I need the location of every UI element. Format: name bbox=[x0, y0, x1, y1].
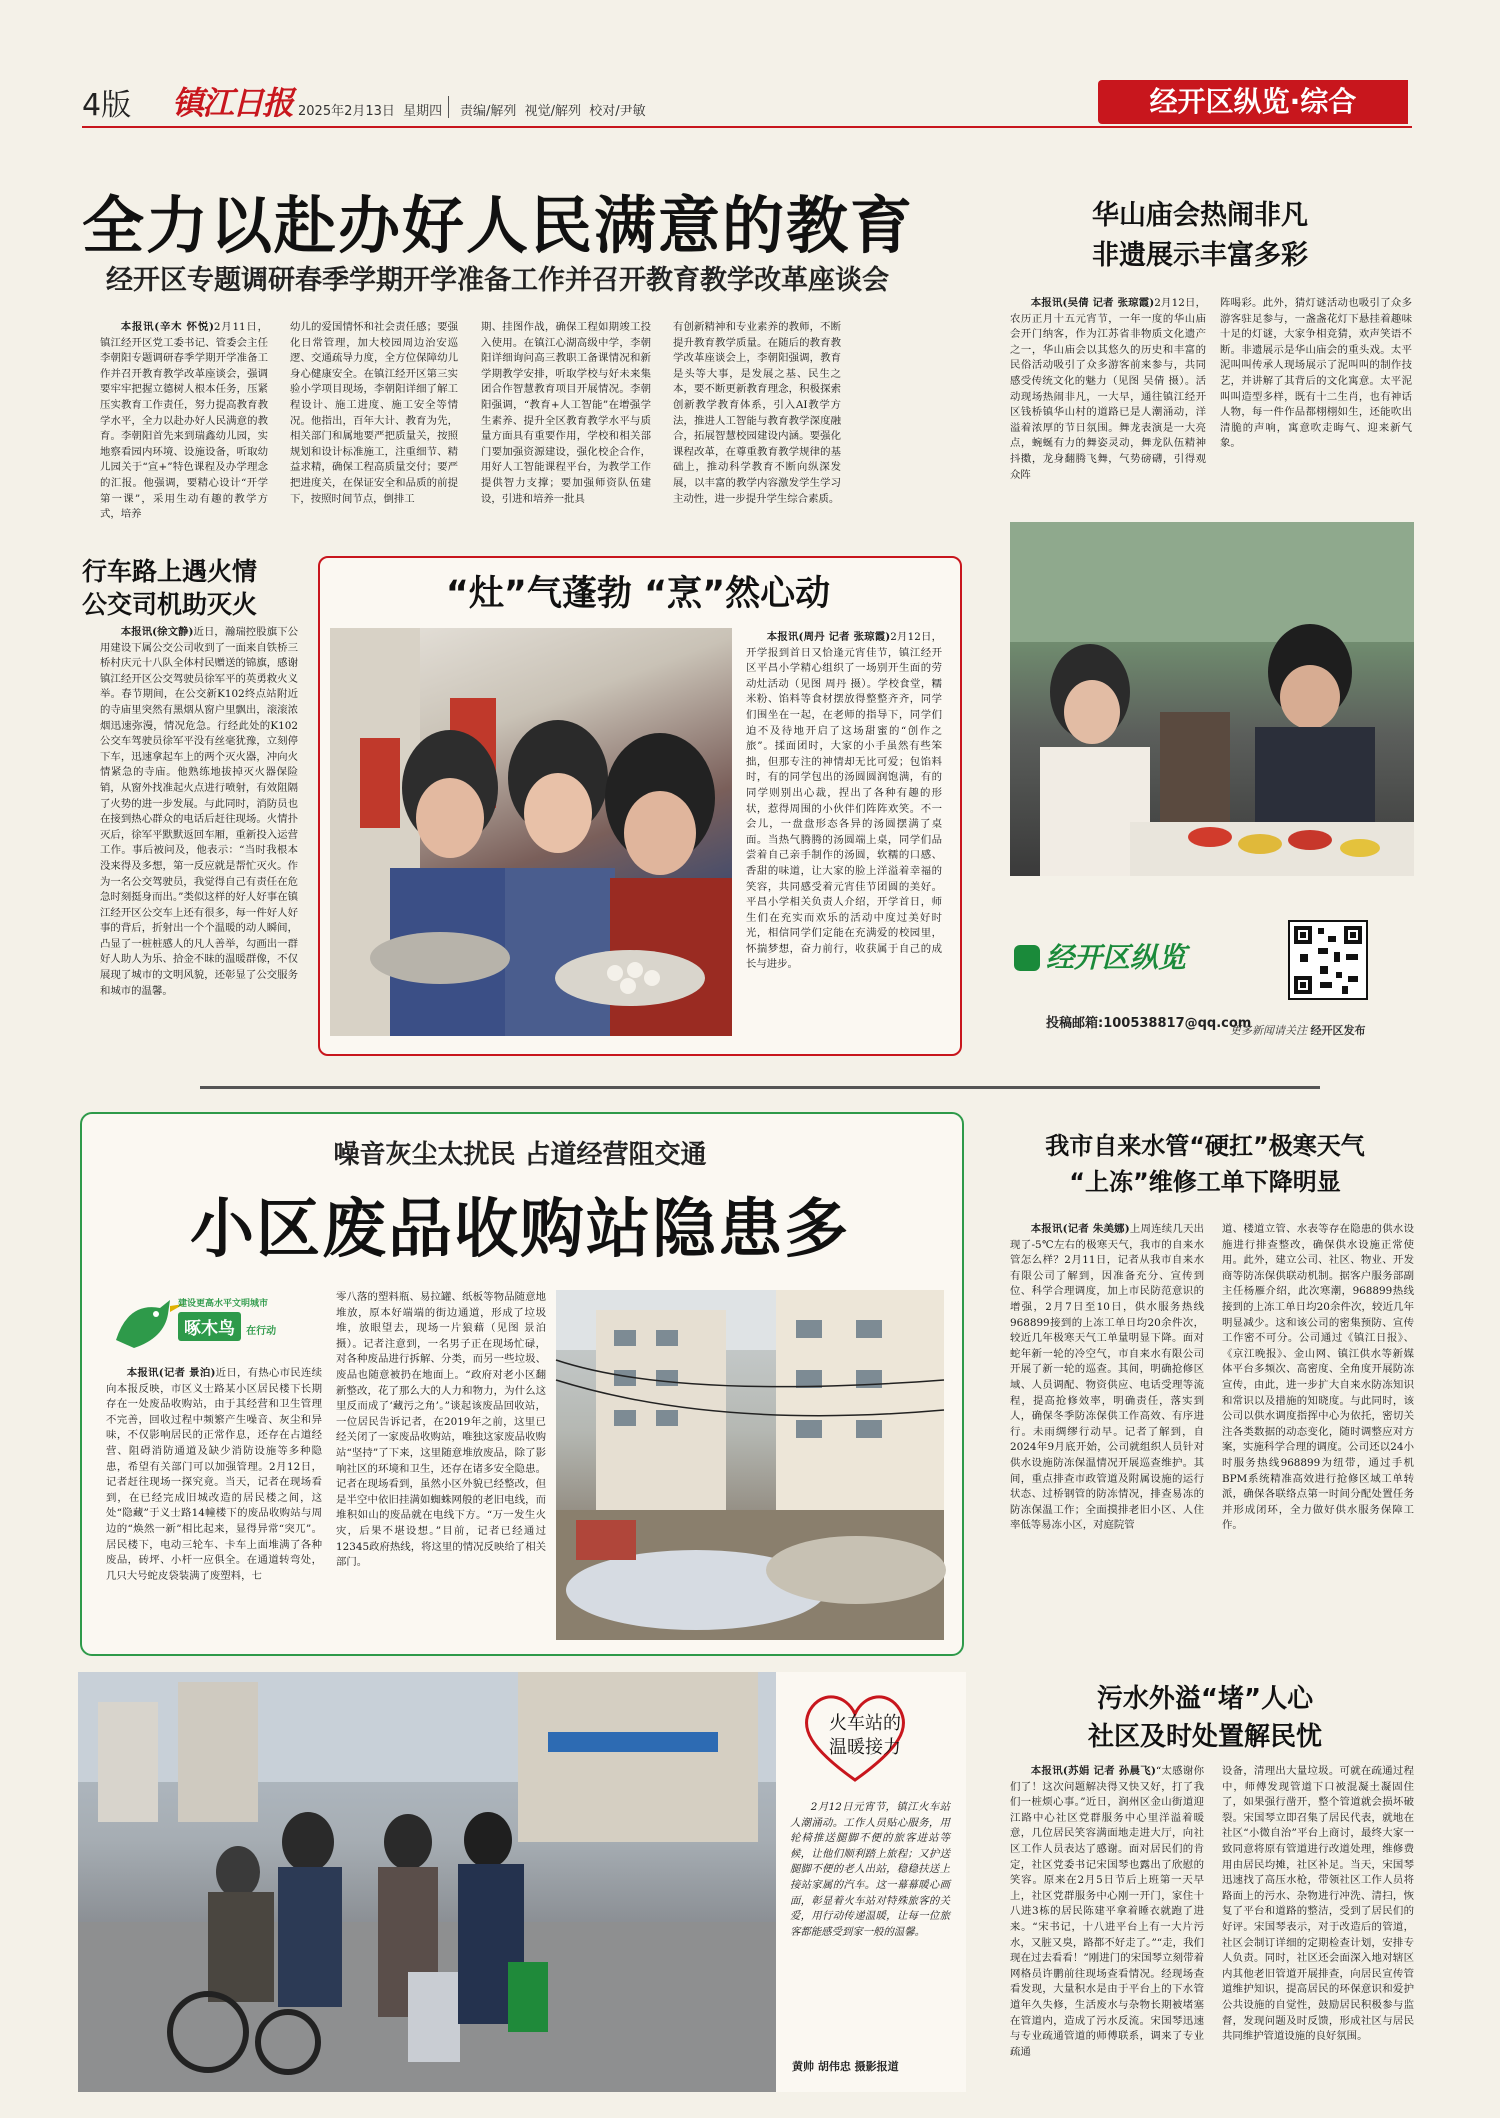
station-title bbox=[810, 1712, 920, 1760]
temple-title bbox=[1000, 196, 1400, 276]
station-title-line1: 火车站的 bbox=[829, 1713, 901, 1734]
water-col1-text: 上周连续几天出现了-5℃左右的极寒天气，我市的自来水管怎么样？2月11日，记者从我市自来水有限公司了解到，因准备充分、宣传到位、科学合理调度，加上市民防范意识的增强，2月7日至10日，供水服务热线968899接到的上冻工单日均20余件次，较近几年极寒天气工单量明显下降。面对蛇年新一轮的冷空气，市自来水有限公司开展了新一轮的巡查。其间，明确抢修区域、人员调配、物资供应、电话受理等流程，提高抢修效率，明确责任，落实到人，确保冬季防冻保供工作高效、有序进行。未雨绸缪行动早。记者了解到，自2024年9月底开始，公司就组织人员针对供水设施防冻保温情况开展巡查维护。其间，重点排查市政管道及附属设施的运行状态、过桥钢管的防冻情况，排查易冻的防冻保温工作；全面摸排老旧小区、人住率低等易冻小区，对庭院管 bbox=[1010, 1223, 1205, 1532]
water-column-2 bbox=[1222, 1222, 1414, 1622]
sewage-title-line2: 社区及时处置解民忧 bbox=[1087, 1722, 1322, 1752]
temple-column-2 bbox=[1220, 296, 1412, 496]
water-byline: 本报讯(记者 朱美娜) bbox=[1030, 1223, 1130, 1235]
lead-column-1 bbox=[100, 320, 268, 521]
qr-code-icon[interactable] bbox=[1288, 920, 1368, 1000]
weekday-text: 星期四 bbox=[403, 104, 443, 119]
station-photo-image bbox=[78, 1672, 776, 2092]
water-title-line1: 我市自来水管“硬扛”极寒天气 bbox=[1045, 1132, 1365, 1160]
paper-name-logo: 镇江日报 bbox=[172, 84, 293, 122]
station-credit: 黄帅 胡伟忠 摄影报道 bbox=[792, 2060, 899, 2073]
badge-line1: 建设更高水平文明城市 bbox=[178, 1299, 269, 1309]
qr-code-pattern bbox=[1290, 922, 1366, 998]
ad-logo-mark-icon bbox=[1014, 945, 1040, 971]
ad-email-value[interactable]: 100538817@qq.com bbox=[1103, 1016, 1252, 1031]
fire-title bbox=[82, 555, 257, 621]
station-body bbox=[790, 1800, 950, 2050]
water-title bbox=[990, 1128, 1420, 1200]
badge-line3: 在行动 bbox=[246, 1326, 277, 1337]
fire-title-line1: 行车路上遇火情 bbox=[82, 557, 258, 586]
lead-title: 全力以赴办好人民满意的教育 bbox=[82, 189, 915, 262]
fire-body bbox=[100, 625, 298, 1050]
lead-subtitle: 经开区专题调研春季学期开学准备工作并召开教育教学改革座谈会 bbox=[106, 265, 889, 296]
waste-byline: 本报讯(记者 景泊) bbox=[126, 1367, 216, 1379]
sewage-column-1 bbox=[1010, 1764, 1204, 2094]
temple-photo bbox=[1010, 522, 1414, 876]
sewage-col1-text: “太感谢你们了！这次问题解决得又快又好，打了我们一桩烦心事。”近日，润州区金山街道迎江路中心社区党群服务中心里洋溢着暖意，几位居民笑容满面地走进大厅，向社区工作人员表达了感谢。面对居民们的肯定，社区党委书记宋国琴也露出了欣慰的笑容。原来在2月5日节后上班第一天早上，社区党群服务中心刚一开门，家住十八进3栋的居民陈建平拿着睡衣就跑了进来。“宋书记，十八进平台上有一大片污水，又脏又臭，路都不好走了。”“走，我们现在过去看看！”刚进门的宋国琴立刻带着网格员许鹏前往现场查看情况。经现场查看发现，大量积水是由于平台上的下水管道年久失修，生活废水与杂物长期被堵塞在管道内，造成了污水反流。宋国琴迅速与专业疏通管道的师傅联系，调来了专业疏通 bbox=[1010, 1765, 1204, 2058]
lead-col1-text: 2月11日，镇江经开区党工委书记、管委会主任李朝阳专题调研春季学期开学准备工作并召开教育教学改革座谈会，强调要牢牢把握立德树人根本任务，压紧压实教育工作责任，努力提高教育教学水平，全力以赴办好人民满意的教育。李朝阳首先来到瑞鑫幼儿园，实地察看园内环境、设施设备，听取幼儿园关于“宣+”特色课程及办学理念的汇报。他强调，要精心设计“开学第一课”，采用生动有趣的教学方式，培养 bbox=[100, 321, 268, 521]
cooking-body bbox=[746, 630, 942, 1040]
editors-credit: 责编/解列 视觉/解列 校对/尹敏 bbox=[460, 104, 646, 119]
lead-column-4 bbox=[673, 320, 841, 505]
ad-logo-text: 经开区纵览 bbox=[1046, 941, 1187, 974]
issue-date bbox=[298, 100, 442, 119]
lead-column-3 bbox=[481, 320, 651, 505]
temple-column-1 bbox=[1010, 296, 1206, 496]
waste-column-2 bbox=[336, 1290, 546, 1642]
lead-col3-text: 期、挂图作战，确保工程如期竣工投入使用。在镇江心湖高级中学，李朝阳详细询问高三教职工备课情况和新学期教学安排，听取学校与好未来集团合作智慧教育项目开展情况。李朝阳强调，“教育+人工智能”在增强学生素养、提升全区教育教学水平与质量方面具有重要作用，学校和相关部门要加强资源建设，强化校企合作，用好人工智能课程平台，为教学工作提供智力支撑；要加强师资队伍建设，引进和培养一批具 bbox=[481, 321, 651, 505]
section-separator bbox=[200, 1086, 1320, 1089]
masthead bbox=[0, 60, 1500, 130]
lead-column-2 bbox=[290, 320, 458, 505]
waste-col1-text: 近日，有热心市民连续向本报反映，市区义士路某小区居民楼下长期存在一处废品收购站，由于其经营和卫生管理不完善，回收过程中频繁产生噪音、灰尘和异味，不仅影响居民的正常作息，还存在占道经营、阻碍消防通道及缺少消防设施等多种隐患，希望有关部门可以加强管理。2月12日，记者赶往现场一探究竟。当天，记者在现场看到，在已经完成旧城改造的居民楼之间，这处“隐藏”于义士路14幢楼下的废品收购站与周边的“焕然一新”相比起来，显得异常“突兀”。居民楼下，电动三轮车、卡车上面堆满了各种废品，砖坪、小杆一应俱全。在通道转弯处，几只大号蛇皮袋装满了废塑料，七 bbox=[106, 1367, 323, 1582]
waste-photo bbox=[556, 1290, 944, 1640]
sewage-title bbox=[990, 1680, 1420, 1756]
woodpecker-badge bbox=[108, 1290, 298, 1358]
water-column-1 bbox=[1010, 1222, 1204, 1622]
station-text: 2月12日元宵节，镇江火车站人潮涌动。工作人员贴心服务，用轮椅推送腿脚不便的旅客进站等候，让他们顺利踏上旅程；又护送腿脚不便的老人出站，稳稳扶送上接站家属的汽车。这一幕幕暖心画面，彰显着火车站对特殊旅客的关爱，用行动传递温暖，让每一位旅客都能感受到家一般的温馨。 bbox=[790, 1801, 950, 1938]
cooking-photo-image bbox=[330, 628, 732, 1036]
ad-email bbox=[1046, 1012, 1251, 1031]
page-number: 4版 bbox=[82, 88, 132, 123]
badge-pill bbox=[178, 1312, 276, 1340]
masthead-rule bbox=[82, 126, 1412, 128]
water-col2-text: 道、楼道立管、水表等存在隐患的供水设施进行排查整改，确保供水设施正常使用。此外，建立公司、社区、物业、开发商等防冻保供联动机制。据客户服务部副主任杨雁介绍，此次寒潮，968899热线接到的上冻工单日均20余件次，较近几年明显减少。这和该公司的密集预防、宣传工作密不可分。公司通过《镇江日报》、《京江晚报》、金山网、镇江供水等新媒体平台多频次、高密度、全角度开展防冻宣传，由此，进一步扩大自来水防冻知识和常识以及措施的知晓度。与此同时，该公司以供水调度指挥中心为依托，密切关注各类数据的动态变化，随时调整应对方案，实施科学合理的调度。公司还以24小时服务热线968899为纽带，通过手机BPM系统精准高效进行抢修区域工单转派，确保各联络点第一时间分配处置任务并形成闭环，全力做好供水服务保障工作。 bbox=[1222, 1223, 1414, 1532]
waste-title: 小区废品收购站隐患多 bbox=[190, 1193, 850, 1267]
station-title-line2: 温暖接力 bbox=[829, 1737, 901, 1758]
badge-line2: 啄木鸟 bbox=[178, 1312, 241, 1341]
date-text: 2025年2月13日 bbox=[298, 104, 395, 119]
waste-photo-image bbox=[556, 1290, 944, 1640]
cooking-byline: 本报讯(周丹 记者 张琼霞) bbox=[766, 631, 891, 643]
temple-photo-image bbox=[1010, 522, 1414, 876]
temple-title-line1: 华山庙会热闹非凡 bbox=[1092, 200, 1308, 231]
qr-caption bbox=[1230, 1022, 1366, 1038]
temple-byline: 本报讯(吴倩 记者 张琼霞) bbox=[1030, 297, 1155, 309]
temple-col2-text: 阵喝彩。此外，猜灯谜活动也吸引了众多游客驻足参与，一盏盏花灯下悬挂着趣味十足的灯谜，大家争相竞猜，欢声笑语不断。非遗展示是华山庙会的重头戏。太平泥叫叫传承人现场展示了泥叫叫的制作技艺，并讲解了其背后的文化寓意。太平泥叫叫造型多样，既有十二生肖，也有神话人物，每一件作品都栩栩如生，还能吹出清脆的声响，寓意吹走晦气、迎来新气象。 bbox=[1220, 297, 1412, 450]
waste-col2-text: 零八落的塑料瓶、易拉罐、纸板等物品随意地堆放，原本好端端的街边通道，形成了垃圾堆，放眼望去，现场一片狼藉（见图 景泊 摄）。记者注意到，一名男子正在现场忙碌，对各种废品进行拆解、分类，而另一些垃圾、废品也随意被扔在地面上。“政府对老小区翻新整改，花了那么大的人力和物力，为什么这里反而成了‘藏污之角’。”谈起该废品回收站，一位居民告诉记者，在2019年之前，这里已经关闭了一家废品收购站，唯独这家废品收购站“坚持”了下来，这里随意堆放废品，除了影响社区的环境和卫生，还存在诸多安全隐患。记者在现场看到，虽然小区外貌已经整改，但是半空中依旧挂满如蜘蛛网般的老旧电线，而堆积如山的废品就在电线下方。“万一发生火灾，后果不堪设想。”目前，记者已经通过12345政府热线，将这里的情况反映给了相关部门。 bbox=[336, 1291, 546, 1569]
waste-kicker: 噪音灰尘太扰民 占道经营阻交通 bbox=[333, 1140, 707, 1170]
fire-byline: 本报讯(徐文静) bbox=[120, 626, 194, 638]
temple-title-line2: 非遗展示丰富多彩 bbox=[1092, 240, 1308, 271]
qr-caption-text: 更多新闻请关注 bbox=[1230, 1024, 1307, 1037]
water-title-line2: “上冻”维修工单下降明显 bbox=[1069, 1168, 1341, 1196]
qr-caption-strong: 经开区发布 bbox=[1310, 1024, 1366, 1037]
section-banner: 经开区纵览·综合 bbox=[1098, 80, 1408, 124]
station-photo bbox=[78, 1672, 776, 2092]
sewage-column-2 bbox=[1222, 1764, 1414, 2094]
cooking-photo bbox=[330, 628, 732, 1036]
sewage-title-line1: 污水外溢“堵”人心 bbox=[1096, 1684, 1314, 1714]
lead-col4-text: 有创新精神和专业素养的教师，不断提升教育教学质量。在随后的教育教学改革座谈会上，李朝阳强调，教育是头等大事，是发展之基、民生之本，要不断更新教育理念，积极探索创新教学教育体系，引入AI教学方法，推进人工智能与教育教学深度融合，拓展智慧校园建设内涵。要强化课程改革，在尊重教育教学规律的基础上，推动科学教育不断向纵深发展，以丰富的教学内容激发学生学习主动性，进一步提升学生综合素质。 bbox=[673, 321, 841, 505]
cooking-text: 2月12日，开学报到首日又恰逢元宵佳节，镇江经开区平昌小学精心组织了一场别开生面的劳动灶活动（见图 周丹 摄）。学校食堂，糯米粉、馅料等食材摆放得整整齐齐，同学们围坐在一起，在老师的指导下，同学们迫不及待地开启了这场甜蜜的“创作之旅”。揉面团时，大家的小手虽然有些笨拙，但那专注的神情却无比可爱；包馅料时，有的同学包出的汤圆圆润饱满，有的同学则别出心裁，捏出了各种有趣的形状，惹得周围的小伙伴们阵阵欢笑。不一会儿，一盘盘形态各异的汤圆摆满了桌面。当热气腾腾的汤圆端上桌，同学们品尝着自己亲手制作的汤圆，软糯的口感、香甜的味道，让大家的脸上洋溢着幸福的笑容，共同感受着元宵佳节团圆的美好。平昌小学相关负责人介绍，开学首日，师生们在充实而欢乐的活动中度过美好时光，相信同学们定能在充满爱的校园里，怀揣梦想，奋力前行，收获属于自己的成长与进步。 bbox=[746, 631, 942, 971]
temple-col1-text: 2月12日，农历正月十五元宵节，一年一度的华山庙会开门纳客，作为江苏省非物质文化遗产之一，华山庙会以其悠久的历史和丰富的民俗活动吸引了众多游客前来参与，共同感受传统文化的魅力（见图 吴倩 摄）。活动现场热闹非凡，一大早，通往镇江经开区钱桥镇华山村的道路已是人潮涌动，洋溢着浓厚的节日氛围。舞龙表演是一大亮点，蜿蜒有力的舞姿灵动，舞龙队伍精神抖擞，龙身翻腾飞舞，气势磅礴，引得观众阵 bbox=[1010, 297, 1206, 481]
cooking-title: “灶”气蓬勃 “烹”然心动 bbox=[445, 574, 831, 614]
lead-byline: 本报讯(辛木 怀悦) bbox=[120, 321, 214, 333]
ad-email-label: 投稿邮箱: bbox=[1046, 1016, 1104, 1031]
fire-title-line2: 公交司机助灭火 bbox=[82, 590, 258, 619]
sewage-byline: 本报讯(苏娟 记者 孙晨飞) bbox=[1030, 1765, 1156, 1777]
sewage-col2-text: 设备，清理出大量垃圾。可就在疏通过程中，师傅发现管道下口被混凝土凝固住了，如果强行凿开，整个管道就会损坏破裂。宋国琴立即召集了居民代表，就地在社区“小微自治”平台上商讨，最终大家一致同意将原有管道进行改道处理，维修费用由居民均摊，社区补足。当天，宋国琴迅速找了高压水枪，带领社区工作人员将路面上的污水、杂物进行冲洗、清扫，恢复了平台和道路的整洁，受到了居民们的好评。宋国琴表示，对于改造后的管道，社区会制订详细的定期检查计划，安排专人负责。同时，社区还会面深入地对辖区内其他老旧管道开展排查，向居民宣传管道维护知识，提高居民的环保意识和爱护公共设施的自觉性，鼓励居民积极参与监督，发现问题及时反馈，形成社区与居民共同维护管道设施的良好氛围。 bbox=[1222, 1765, 1414, 2043]
lead-col2-text: 幼儿的爱国情怀和社会责任感；要强化日常管理，加大校园周边治安巡逻、交通疏导力度，全方位保障幼儿身心健康安全。在镇江经开区第三实验小学项目现场，李朝阳详细了解工程设计、施工进度、施工安全等情况。他指出，百年大计、教育为先，相关部门和属地要严把质量关，按照规划和设计标准施工，注重细节、精益求精，确保工程高质量交付；要严把进度关，在保证安全和品质的前提下，按照时间节点，倒排工 bbox=[290, 321, 458, 505]
fire-text: 近日，瀚瑞控股旗下公用建设下属公交公司收到了一面来自铁桥三桥村庆元十八队全体村民赠送的锦旗，感谢镇江经开区公交驾驶员徐军平的英勇救火义举。春节期间，在公交新K102终点站附近的寺庙里突然有黑烟从窗户里飘出，滚滚浓烟迅速弥漫，情况危急。行经此处的K102公交车驾驶员徐军平没有丝毫犹豫，立刻停下车，迅速拿起车上的两个灭火器，冲向火情紧急的寺庙。他熟练地拔掉灭火器保险销，从窗外找准起火点进行喷射，有效阻隔了火势的进一步发展。与此同时，消防员也在接到热心群众的电话后赶往现场。火情扑灭后，徐军平默默返回车厢，重新投入运营工作。事后被问及，他表示：“当时我根本没来得及多想，第一反应就是帮忙灭火。作为一名公交驾驶员，我觉得自己有责任在危急时刻挺身而出。”类似这样的好人好事在镇江经开区公交车上还有很多，每一件好人好事的背后，折射出一个个温暖的动人瞬间，凸显了一桩桩感人的凡人善举，勾画出一群好人助人为乐、拾金不昧的温暖群像，不仅展现了城市的文明风貌，还彰显了公交服务和城市的温馨。 bbox=[100, 626, 298, 997]
masthead-divider bbox=[448, 96, 449, 118]
ad-logo bbox=[1014, 936, 1186, 976]
waste-column-1 bbox=[106, 1366, 322, 1642]
